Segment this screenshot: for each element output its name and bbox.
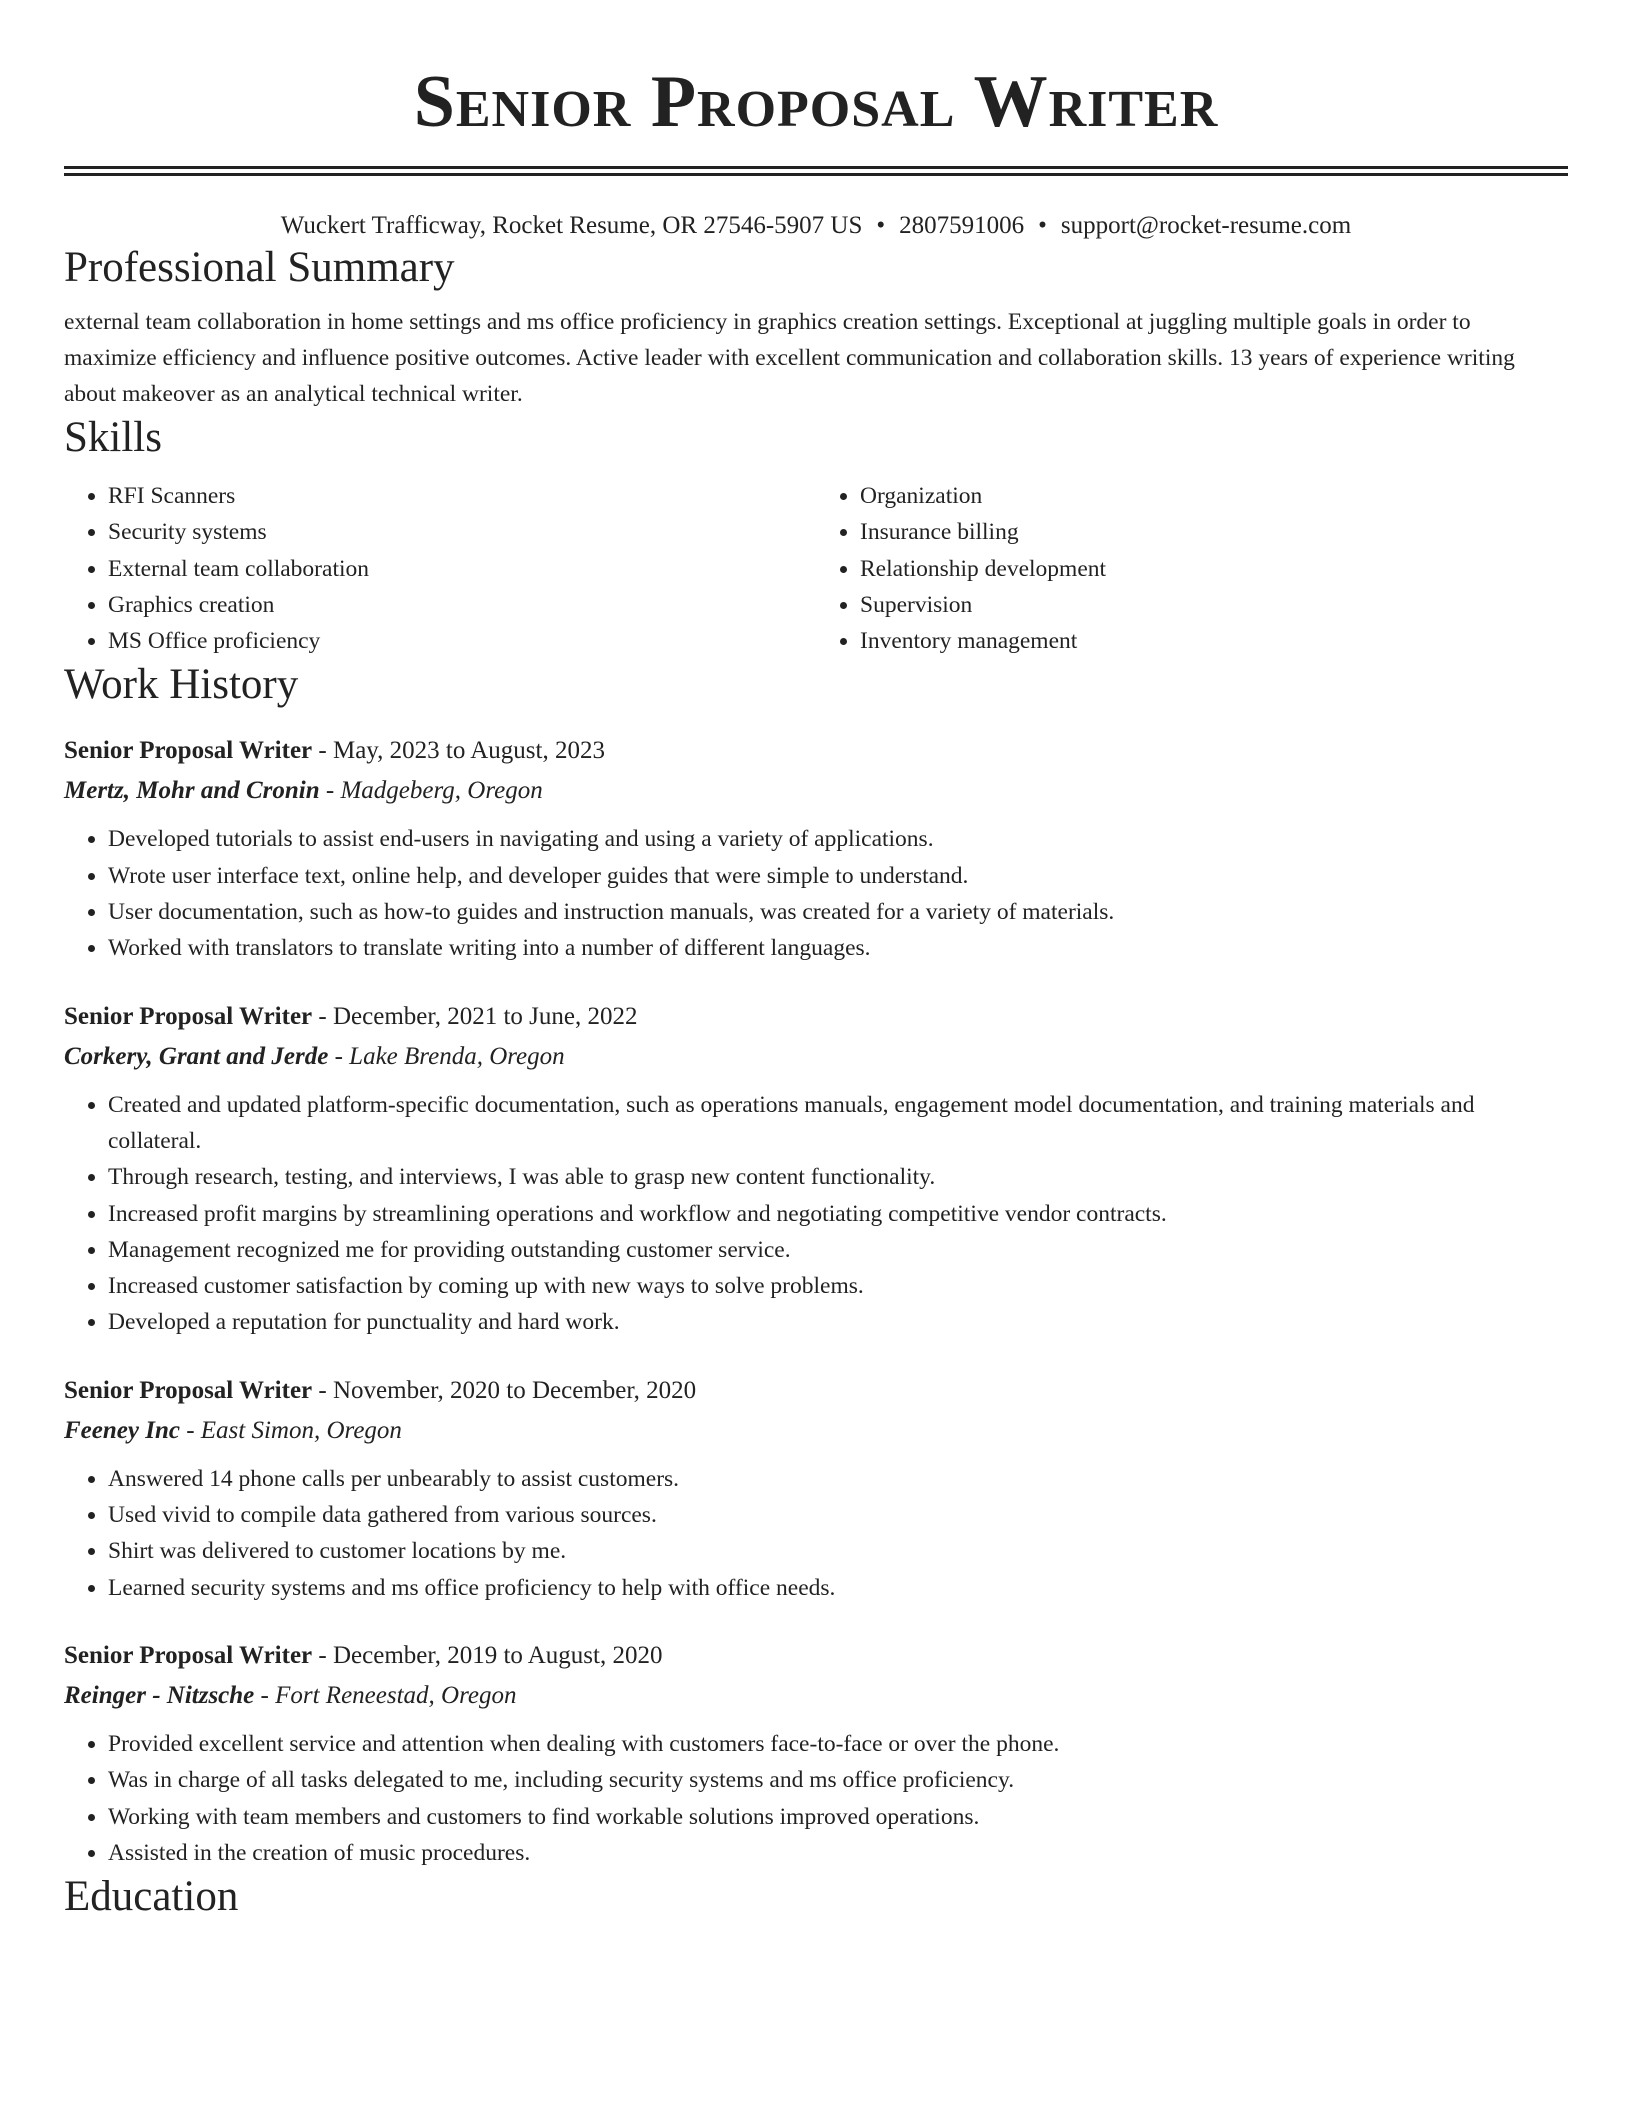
- summary-text: external team collaboration in home settings and ms office proficiency in graphics creation settings. Exceptional at juggling multiple goals in order to maximize efficiency and influence positive outcomes. Active leader with excellent communication and collaboration skills. 13 years of experience writing about makeover as an analytical technical writer.: [64, 309, 1515, 407]
- job-title: Senior Proposal Writer: [64, 1002, 313, 1030]
- job-company-line: [64, 1037, 1568, 1077]
- job-company: Mertz, Mohr and Cronin: [64, 777, 320, 805]
- job-bullet: • Answered 14 phone calls per unbearably to assist customers.: [108, 1461, 1568, 1497]
- skill-item: • External team collaboration: [108, 551, 816, 587]
- job-company-line: [64, 1676, 1568, 1716]
- job-title: Senior Proposal Writer: [64, 1376, 313, 1404]
- job-bullets: [64, 1726, 1568, 1871]
- skill-item: • Supervision: [860, 587, 1568, 623]
- contact-separator: •: [1038, 212, 1047, 239]
- skill-item: • Security systems: [108, 514, 816, 550]
- job-bullet: • Management recognized me for providing outstanding customer service.: [108, 1232, 1568, 1268]
- job-location: - East Simon, Oregon: [179, 1416, 402, 1444]
- job-title: Senior Proposal Writer: [64, 737, 313, 765]
- job-bullet: • Increased customer satisfaction by coming up with new ways to solve problems.: [108, 1268, 1568, 1304]
- contact-separator: •: [876, 212, 886, 239]
- job-bullet: • Provided excellent service and attention when dealing with customers face-to-face or over the phone.: [108, 1726, 1568, 1762]
- skill-item: • MS Office proficiency: [108, 623, 816, 659]
- job-bullet: • User documentation, such as how-to guides and instruction manuals, was created for a variety of materials.: [108, 894, 1568, 930]
- skills-column-right: [816, 478, 1568, 659]
- skill-item: • Inventory management: [860, 623, 1568, 659]
- job-company: Corkery, Grant and Jerde: [64, 1042, 329, 1070]
- job-dates: - December, 2021 to June, 2022: [312, 1002, 638, 1030]
- job-bullet: • Used vivid to compile data gathered from various sources.: [108, 1497, 1568, 1533]
- job-entry: [64, 1636, 1568, 1871]
- education-heading: Education: [64, 1873, 239, 1921]
- skill-item: • Insurance billing: [860, 514, 1568, 550]
- job-company: Feeney Inc: [64, 1416, 180, 1444]
- job-dates: - December, 2019 to August, 2020: [312, 1641, 663, 1669]
- job-title-line: [64, 1371, 1568, 1411]
- job-bullet: • Shirt was delivered to customer locations by me.: [108, 1533, 1568, 1569]
- resume-title: Senior Proposal Writer: [413, 61, 1219, 143]
- job-bullet: • Wrote user interface text, online help, and developer guides that were simple to understand.: [108, 858, 1568, 894]
- work-history-heading: Work History: [64, 661, 299, 709]
- job-bullet: • Working with team members and customers to find workable solutions improved operations.: [108, 1799, 1568, 1835]
- skills-column-left: [64, 478, 816, 659]
- skill-item: • RFI Scanners: [108, 478, 816, 514]
- job-title-line: [64, 997, 1568, 1037]
- contact-line: [64, 210, 1568, 242]
- job-bullet: • Increased profit margins by streamlining operations and workflow and negotiating competitive vendor contracts.: [108, 1196, 1568, 1232]
- job-entry: [64, 731, 1568, 966]
- job-bullet: • Assisted in the creation of music procedures.: [108, 1835, 1568, 1871]
- job-company-line: [64, 771, 1568, 811]
- skill-item: • Graphics creation: [108, 587, 816, 623]
- summary-heading: Professional Summary: [64, 244, 455, 291]
- job-location: - Fort Reneestad, Oregon: [254, 1681, 517, 1709]
- job-location: - Madgeberg, Oregon: [319, 777, 543, 805]
- job-dates: - May, 2023 to August, 2023: [312, 737, 605, 765]
- job-bullet: • Developed a reputation for punctuality and hard work.: [108, 1304, 1568, 1340]
- job-bullets: [64, 1461, 1568, 1606]
- job-title-line: [64, 731, 1568, 771]
- job-bullet: • Learned security systems and ms office proficiency to help with office needs.: [108, 1570, 1568, 1606]
- skill-item: • Relationship development: [860, 551, 1568, 587]
- contact-address: Wuckert Trafficway, Rocket Resume, OR 27546-5907 US: [280, 212, 863, 239]
- contact-phone: 2807591006: [899, 212, 1025, 239]
- skill-item: • Organization: [860, 478, 1568, 514]
- job-bullet: • Created and updated platform-specific documentation, such as operations manuals, engagement model documentation, and training materials and collateral.: [108, 1087, 1568, 1160]
- contact-email: support@rocket-resume.com: [1060, 212, 1352, 239]
- job-bullets: [64, 821, 1568, 966]
- job-bullet: • Through research, testing, and interviews, I was able to grasp new content functionality.: [108, 1159, 1568, 1195]
- job-company: Reinger - Nitzsche: [64, 1681, 255, 1709]
- job-bullet: • Was in charge of all tasks delegated to me, including security systems and ms office proficiency.: [108, 1762, 1568, 1798]
- job-dates: - November, 2020 to December, 2020: [312, 1376, 697, 1404]
- job-bullets: [64, 1087, 1568, 1341]
- skills-heading: Skills: [64, 414, 162, 461]
- job-company-line: [64, 1411, 1568, 1451]
- skills-list: [64, 478, 1568, 659]
- job-entry: [64, 997, 1568, 1341]
- title-double-rule: [64, 166, 1568, 176]
- job-title-line: [64, 1636, 1568, 1676]
- job-bullet: • Worked with translators to translate writing into a number of different languages.: [108, 930, 1568, 966]
- job-location: - Lake Brenda, Oregon: [328, 1042, 565, 1070]
- job-entry: [64, 1371, 1568, 1606]
- job-title: Senior Proposal Writer: [64, 1641, 313, 1669]
- job-bullet: • Developed tutorials to assist end-users in navigating and using a variety of applications.: [108, 821, 1568, 857]
